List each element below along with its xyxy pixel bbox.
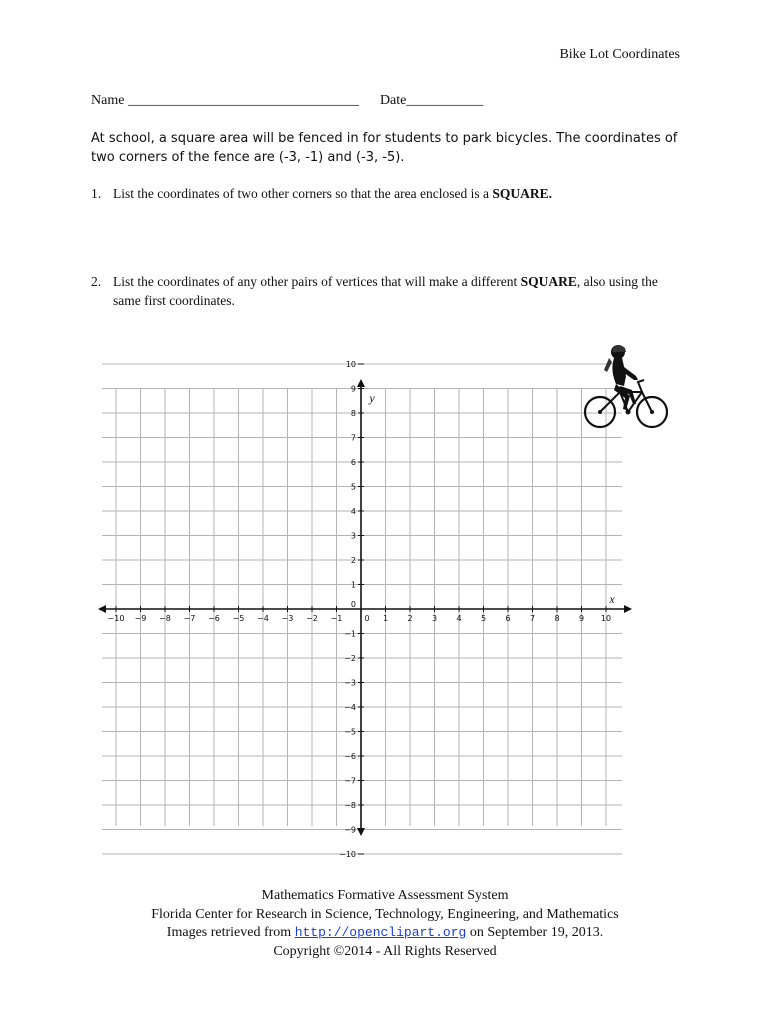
student-info-row [91,93,483,109]
date-label: Date [379,93,407,108]
y-tick-label: 2 [350,556,356,565]
question-emphasis: SQUARE. [492,186,553,201]
x-tick-label: −4 [257,614,269,623]
y-tick-label: −8 [344,801,356,810]
y-axis-arrow-up [357,379,365,387]
x-tick-label: −8 [159,614,171,623]
y-tick-label: −6 [344,752,356,761]
x-tick-label: −5 [232,614,245,623]
x-axis-label: x [609,592,615,606]
question-1 [91,184,681,203]
x-tick-label: 4 [456,614,462,623]
y-tick-label: −10 [339,850,356,859]
y-tick-label: 4 [350,507,356,516]
y-tick-label: −2 [344,654,356,663]
x-tick-label: 9 [578,614,585,623]
y-tick-label: −1 [344,629,356,639]
x-tick-label: 6 [505,614,511,623]
footer [0,887,770,961]
y-tick-label: 7 [350,433,356,443]
x-tick-label: 3 [431,614,438,623]
openclipart-link[interactable]: http://openclipart.org [294,925,467,940]
question-2 [91,272,681,310]
y-tick-label: 3 [350,531,356,541]
x-tick-label: 2 [407,614,413,623]
x-tick-label: −6 [208,614,220,623]
intro-paragraph: At school, a square area will be fenced in for students to park bicycles. The coordinates of two corners of the fence are (-3, -1) and (-3, -5). [91,131,678,165]
cyclist-icon [580,340,672,436]
footer-line-1: Mathematics Formative Assessment System [261,888,509,903]
question-number: 2. [91,274,102,289]
name-label: Name [91,93,125,108]
y-tick-label: 9 [350,384,356,394]
question-text: List the coordinates of two other corners so that the area enclosed is a [113,186,493,201]
x-tick-label: −3 [281,614,294,623]
y-tick-label: −5 [344,727,356,737]
x-tick-label: 8 [554,614,560,623]
y-tick-label: 6 [350,458,356,467]
x-tick-label: −2 [306,614,318,623]
x-axis-arrow-left [98,605,106,613]
y-tick-label: −4 [344,703,356,712]
x-tick-label: 0 [364,614,370,623]
x-tick-label: −7 [183,614,196,623]
x-tick-label: −10 [107,614,125,623]
question-number: 1. [91,186,102,201]
x-tick-label: −1 [330,614,343,623]
x-tick-label: 1 [382,614,389,623]
y-tick-label: −3 [344,678,356,688]
name-blank[interactable]: _________________________________ [127,93,359,108]
x-tick-label: −9 [134,614,147,623]
y-tick-label: −7 [344,776,356,786]
footer-line-2: Florida Center for Research in Science, Technology, Engineering, and Mathematics [151,906,619,922]
date-blank[interactable]: ___________ [406,93,484,108]
footer-copyright: Copyright ©2014 - All Rights Reserved [273,943,497,959]
x-axis-arrow-right [624,605,632,613]
y-tick-label: 8 [350,409,356,418]
x-tick-label: 5 [480,614,487,623]
document-title: Bike Lot Coordinates [559,47,680,62]
y-axis-arrow-down [357,828,365,836]
y-tick-label: −9 [344,825,356,835]
footer-text: Images retrieved from [166,925,295,940]
question-emphasis: SQUARE [520,274,577,289]
y-tick-label: 5 [350,482,356,492]
y-tick-label: 10 [345,360,356,369]
question-text-after: , also using the same first coordinates. [113,274,658,308]
x-tick-label: 10 [600,614,612,623]
y-tick-label: 1 [350,580,356,590]
x-tick-label: 7 [529,614,536,623]
question-text: List the coordinates of any other pairs of vertices that will make a different [113,274,521,289]
y-tick-label: 0 [350,600,356,609]
footer-line-3 [0,924,770,943]
footer-text-after: on September 19, 2013. [466,925,604,940]
y-axis-label: y [369,391,375,405]
